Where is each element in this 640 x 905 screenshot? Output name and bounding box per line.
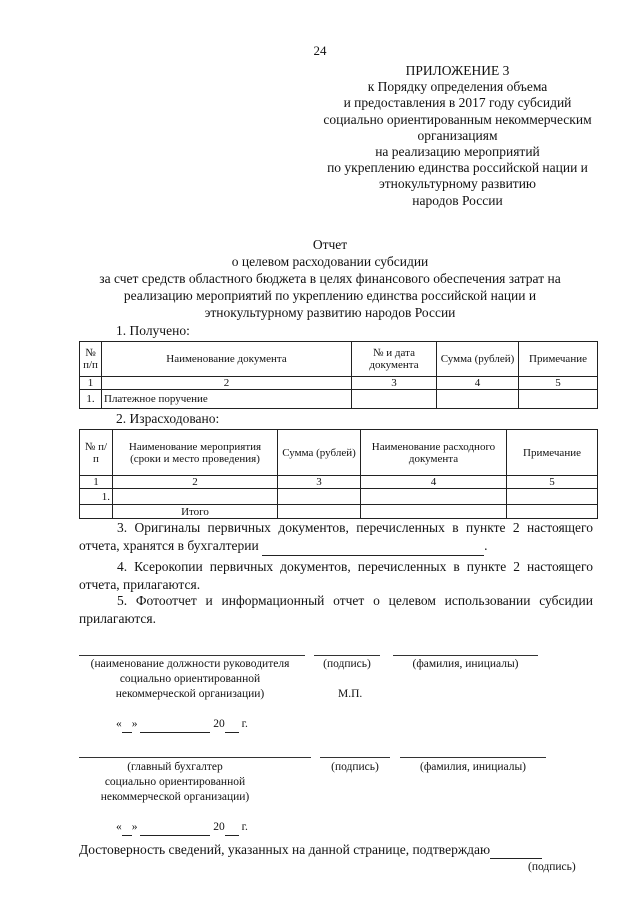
position-caption [60,760,290,805]
number-cell: 1 [80,377,102,390]
number-cell: 4 [437,377,519,390]
month-blank [140,820,210,836]
date-field [116,820,248,836]
position-line [79,655,305,656]
sum-cell [278,505,361,519]
table-number-row [80,377,598,390]
header-cell: Примечание [519,342,598,377]
appendix-line: по укреплению единства российской нации и [327,160,588,176]
appendix-line: организациям [417,127,498,143]
paragraph-5 [79,592,593,628]
year-blank [225,717,239,733]
number-cell: 2 [113,476,278,489]
appendix-line: народов России [412,192,503,208]
year-prefix: 20 [213,718,225,730]
accounting-blank-line [262,537,484,556]
year-prefix: 20 [213,821,225,833]
year-suffix: г. [241,718,248,730]
date-quote-open: « [116,718,122,730]
number-cell: 4 [361,476,507,489]
number-cell: 5 [519,377,598,390]
appendix-line: социально ориентированным некоммерческим [323,111,592,127]
position-caption-line: (главный бухгалтер [127,761,223,773]
section1-label: 1. Получено: [116,323,190,338]
name-caption: (фамилия, инициалы) [419,761,527,773]
confirmation-line [79,842,542,859]
stamp-label: М.П. [338,688,363,700]
month-blank [140,717,210,733]
header-cell: № и дата документа [352,342,437,377]
expense-document-cell [361,505,507,519]
number-cell: 5 [507,476,598,489]
report-heading [40,236,620,321]
note-cell [507,489,598,505]
report-title: Отчет [312,237,348,252]
sum-cell [437,390,519,409]
table-number-row [80,476,598,489]
header-cell: Наименование документа [102,342,352,377]
header-cell: № п/п [80,342,102,377]
day-blank [122,717,132,733]
event-cell [113,489,278,505]
position-caption-line: социально ориентированной [104,776,246,788]
header-cell: Наименование расходного документа [361,430,507,476]
header-cell: № п/п [80,430,113,476]
year-suffix: г. [241,821,248,833]
report-line: реализацию мероприятий по укреплению единства российской нации и [123,288,537,303]
paragraph-4 [79,558,593,594]
number-cell: 1 [80,476,113,489]
appendix-line: этнокультурному развитию [378,176,537,192]
position-line [79,757,311,758]
confirmation-signature-caption: (подпись) [528,861,576,873]
confirmation-text: Достоверность сведений, указанных на данной странице, подтверждаю [79,842,491,857]
header-cell: Сумма (рублей) [437,342,519,377]
number-cell: 2 [102,377,352,390]
header-cell: Сумма (рублей) [278,430,361,476]
position-caption [70,657,310,702]
date-quote-open: « [116,821,122,833]
note-cell [507,505,598,519]
appendix-line: и предоставления в 2017 году субсидий [343,95,572,111]
paragraph-3 [79,519,593,556]
signature-caption: (подпись) [331,761,379,773]
report-line: о целевом расходовании субсидии [231,254,429,269]
table-row [80,489,598,505]
date-quote-close: » [131,718,138,730]
name-line [393,655,538,656]
signature-line [320,757,390,758]
day-blank [122,820,132,836]
date-field [116,717,248,733]
appendix-line: на реализацию мероприятий [375,144,540,160]
report-line: этнокультурному развитию народов России [204,305,456,320]
note-cell [519,390,598,409]
spent-table [79,429,598,519]
paragraph-3-end: . [484,538,488,553]
year-blank [225,820,239,836]
table-row [80,390,598,409]
number-cell: 3 [352,377,437,390]
document-name-cell: Платежное поручение [102,390,352,409]
appendix-title: ПРИЛОЖЕНИЕ 3 [405,63,510,78]
paragraph-4-text: 4. Ксерокопии первичных документов, перечисленных в пункте 2 настоящего отчета, прилагаются. [79,559,593,592]
table-total-row [80,505,598,519]
header-cell: Наименование мероприятия (сроки и место проведения) [113,430,278,476]
row-number-cell: 1. [80,489,113,505]
row-number-cell: 1. [80,390,102,409]
signature-caption: (подпись) [323,658,371,670]
sum-cell [278,489,361,505]
appendix-line: к Порядку определения объема [367,79,548,95]
name-line [400,757,546,758]
table-header-row [80,430,598,476]
section2-label: 2. Израсходовано: [116,411,220,426]
received-table [79,341,598,409]
date-quote-close: » [131,821,138,833]
position-caption-line: некоммерческой организации) [115,688,265,700]
position-caption-line: (наименование должности руководителя [90,658,290,670]
signature-line [314,655,380,656]
paragraph-5-text: 5. Фотоотчет и информационный отчет о целевом использовании субсидии прилагаются. [79,593,593,626]
position-caption-line: социально ориентированной [119,673,261,685]
report-line: за счет средств областного бюджета в целях финансового обеспечения затрат на [99,271,561,286]
expense-document-cell [361,489,507,505]
paragraph-3-text: 3. Оригиналы первичных документов, перечисленных в пункте 2 настоящего отчета, хранятся в бухгалтерии [79,520,593,553]
table-header-row [80,342,598,377]
name-caption: (фамилия, инициалы) [412,658,519,670]
appendix-header [275,63,640,209]
row-number-cell [80,505,113,519]
position-caption-line: некоммерческой организации) [100,791,250,803]
total-label-cell: Итого [113,505,278,519]
number-cell: 3 [278,476,361,489]
page-number: 24 [313,43,327,58]
confirmation-signature-blank [490,842,542,859]
header-cell: Примечание [507,430,598,476]
document-date-cell [352,390,437,409]
